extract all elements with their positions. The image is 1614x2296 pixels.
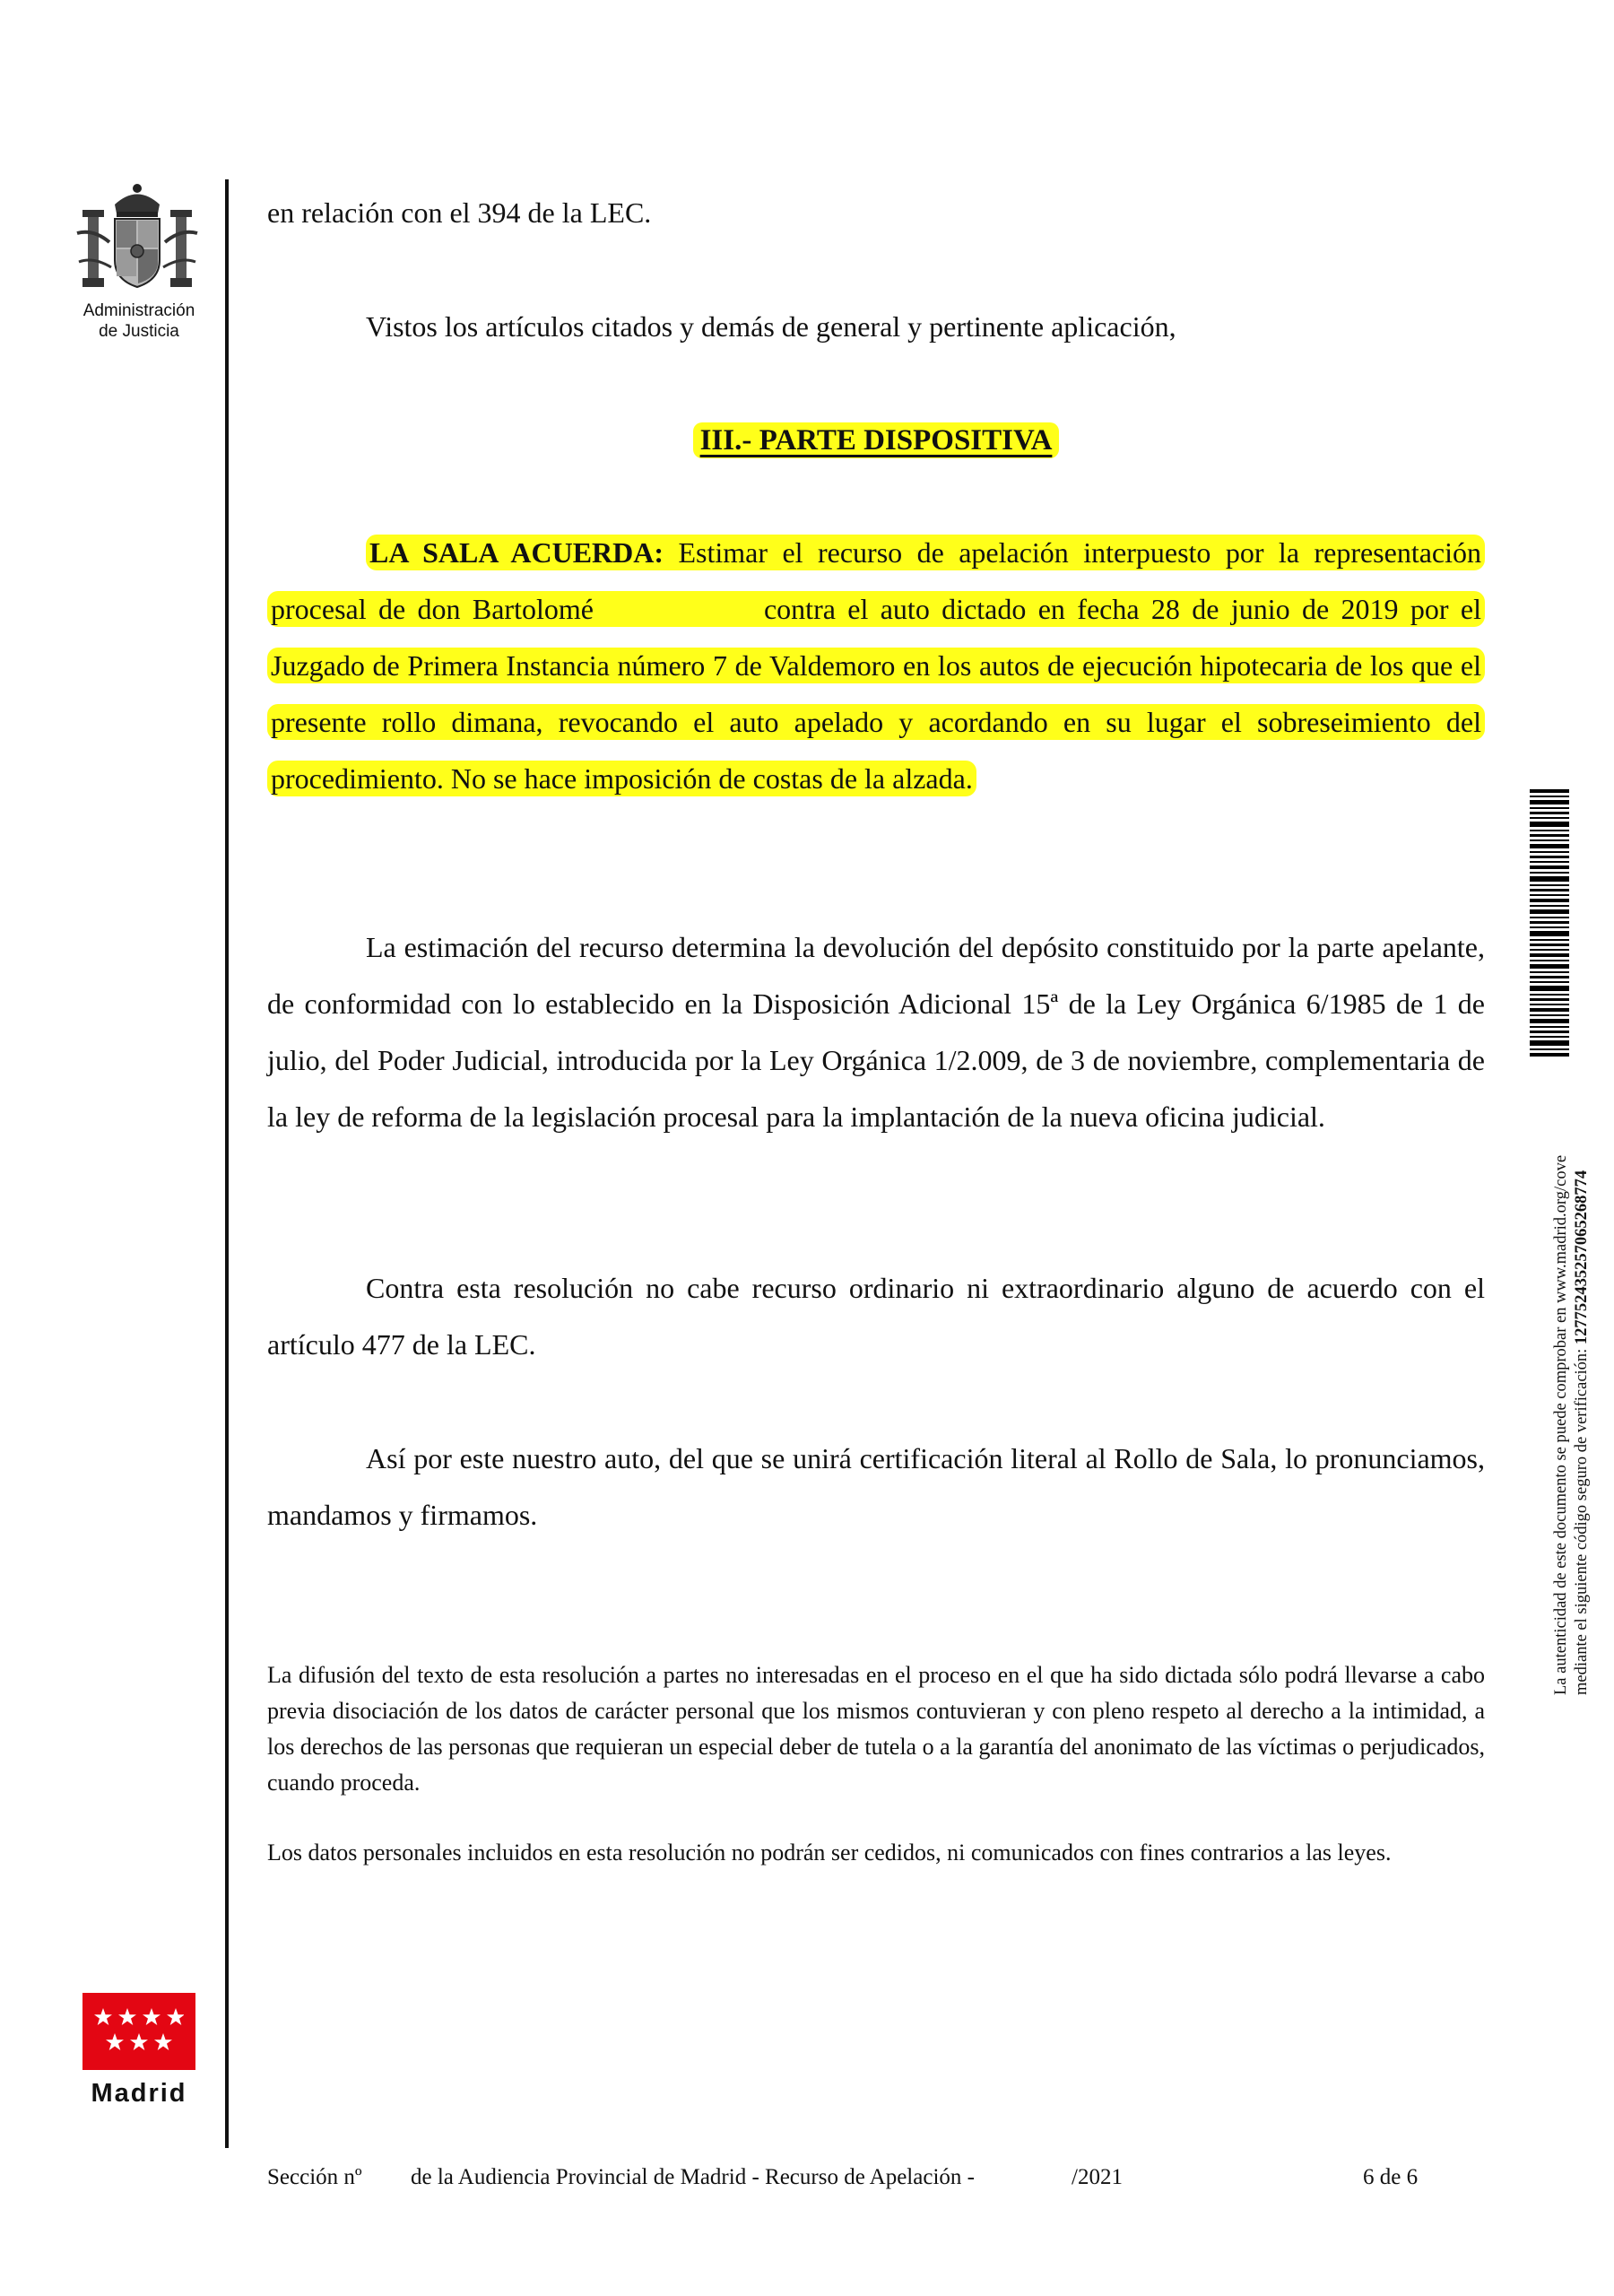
ruling-text-part2: contra el auto dictado en fecha 28 de junio de 2019 por el Juzgado de Primera Instancia número 7 de Valdemoro en los autos de ejecución hipotecaria de los que el presente rollo dimana, revocando el auto apelado y acordando en su lugar el sobreseimiento del procedimiento. No se hace imposición de costas de la alzada. bbox=[271, 593, 1482, 795]
madrid-label: Madrid bbox=[91, 2079, 187, 2108]
madrid-flag-icon bbox=[82, 1993, 195, 2070]
footer-seccion: Sección nº bbox=[267, 2165, 362, 2189]
paragraph-estimacion: La estimación del recurso determina la devolución del depósito constituido por la parte apelante, de conformidad con lo establecido en la Disposición Adicional 15ª de la Ley Orgánica 6/1985 de 1 de julio, del Poder Judicial, introducida por la Ley Orgánica 1/2.009, de 3 de noviembre, complementaria de la ley de reforma de la legislación procesal para la implantación de la nueva oficina judicial. bbox=[267, 931, 1485, 1133]
verification-line2-prefix: mediante el siguiente código seguro de verificación: bbox=[1573, 1344, 1591, 1695]
margin-rule bbox=[225, 179, 229, 2148]
footer-page-number: 6 de 6 bbox=[1363, 2165, 1419, 2189]
paragraph-asi: Así por este nuestro auto, del que se unirá certificación literal al Rollo de Sala, lo pronunciamos, mandamos y firmamos. bbox=[267, 1442, 1485, 1531]
admin-label-line1: Administración bbox=[82, 301, 195, 320]
coat-of-arms-icon bbox=[70, 179, 204, 296]
ruling-lead: LA SALA ACUERDA: bbox=[369, 536, 664, 569]
footer-year: /2021 bbox=[1072, 2165, 1123, 2189]
administracion-de-justicia-label bbox=[63, 300, 215, 342]
verification-line2 bbox=[1572, 1013, 1592, 1695]
section-heading-text: III.- PARTE DISPOSITIVA bbox=[693, 422, 1060, 458]
ruling-highlight bbox=[267, 535, 1485, 796]
ruling-text-part1: Estimar el recurso de apelación interpuesto por la representación procesal de don Bartolomé bbox=[271, 536, 1482, 625]
paragraph-contra: Contra esta resolución no cabe recurso ordinario ni extraordinario alguno de acuerdo con el artículo 477 de la LEC. bbox=[267, 1272, 1485, 1361]
footer-audiencia: de la Audiencia Provincial de Madrid - Recurso de Apelación - bbox=[411, 2165, 975, 2189]
notice-datos-personales: Los datos personales incluidos en esta resolución no podrán ser cedidos, ni comunicados con fines contrarios a las leyes. bbox=[267, 1839, 1392, 1866]
paragraph-la-sala-acuerda bbox=[267, 525, 1485, 807]
section-heading bbox=[267, 418, 1485, 463]
paragraph-vistos: Vistos los artículos citados y demás de general y pertinente aplicación, bbox=[366, 310, 1176, 343]
admin-label-line2: de Justicia bbox=[99, 322, 179, 341]
notice-difusion: La difusión del texto de esta resolución a partes no interesadas en el proceso en el que ha sido dictada sólo podrá llevarse a cabo previa disociación de los datos de carácter personal que los mismos contuvieran y con pleno respeto al derecho a la intimidad, a los derechos de las personas que requieran un especial deber de tutela o a la garantía del anonimato de las víctimas o perjudicados, cuando proceda. bbox=[267, 1662, 1485, 1796]
verification-code: 1277524352570652687​74 bbox=[1573, 1170, 1591, 1345]
paragraph-lec-reference: en relación con el 394 de la LEC. bbox=[267, 196, 652, 229]
verification-line1: La autenticidad de este documento se puede comprobar en www.madrid.org/cove bbox=[1552, 1154, 1570, 1695]
